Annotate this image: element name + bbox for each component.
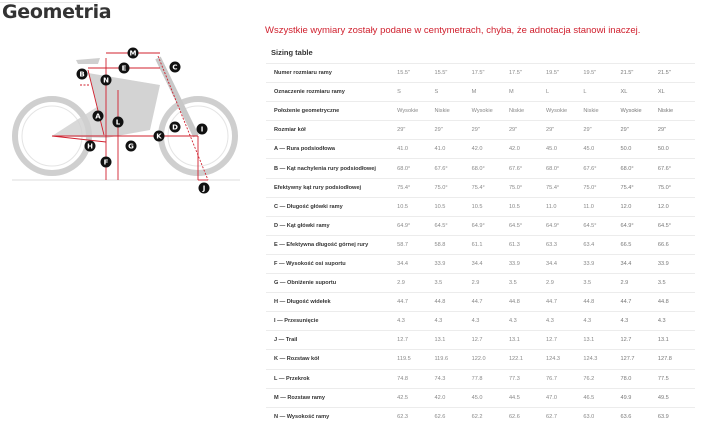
- row-label: E — Efektywna długość górnej rury: [266, 235, 397, 254]
- table-cell: 3.5: [509, 274, 546, 293]
- sizing-table-title: Sizing table: [271, 48, 313, 57]
- table-cell: 29": [621, 121, 658, 140]
- table-cell: XL: [621, 83, 658, 102]
- svg-text:E: E: [121, 64, 127, 73]
- table-cell: Wysokie: [621, 102, 658, 121]
- table-cell: 63.9: [658, 407, 695, 426]
- table-cell: Wysokie: [397, 102, 434, 121]
- table-cell: 64.9°: [621, 216, 658, 235]
- table-cell: 77.5: [658, 369, 695, 388]
- table-cell: 42.0: [434, 388, 471, 407]
- table-cell: 75.4°: [472, 178, 509, 197]
- table-cell: L: [546, 83, 583, 102]
- table-row: [266, 331, 695, 350]
- table-cell: 127.8: [658, 350, 695, 369]
- table-cell: 34.4: [397, 254, 434, 273]
- table-cell: L: [583, 83, 620, 102]
- table-row: [266, 235, 695, 254]
- table-cell: 45.0: [472, 388, 509, 407]
- table-cell: 12.7: [546, 331, 583, 350]
- table-cell: 122.1: [509, 350, 546, 369]
- marker-e: [119, 63, 130, 74]
- table-cell: 3.5: [583, 274, 620, 293]
- table-cell: 75.0°: [509, 178, 546, 197]
- table-cell: 3.5: [434, 274, 471, 293]
- row-label: D — Kąt główki ramy: [266, 216, 397, 235]
- table-cell: 78.0: [621, 369, 658, 388]
- table-row: [266, 388, 695, 407]
- table-cell: S: [434, 83, 471, 102]
- table-cell: 13.1: [434, 331, 471, 350]
- table-cell: 75.0°: [658, 178, 695, 197]
- table-cell: 4.3: [621, 312, 658, 331]
- table-cell: 12.0: [621, 197, 658, 216]
- bike-geometry-diagram: [0, 30, 260, 200]
- svg-text:D: D: [172, 123, 178, 132]
- marker-f: [101, 157, 112, 168]
- table-cell: 76.7: [546, 369, 583, 388]
- svg-text:C: C: [172, 63, 178, 72]
- svg-text:H: H: [87, 142, 93, 151]
- table-cell: 61.1: [472, 235, 509, 254]
- table-cell: 66.5: [621, 235, 658, 254]
- table-cell: 10.5: [434, 197, 471, 216]
- marker-m: [128, 48, 139, 59]
- table-cell: 50.0: [621, 140, 658, 159]
- table-cell: 62.7: [546, 407, 583, 426]
- table-cell: 44.7: [546, 293, 583, 312]
- svg-text:G: G: [128, 142, 134, 151]
- table-cell: 15.5": [434, 64, 471, 83]
- table-cell: 2.9: [397, 274, 434, 293]
- table-cell: 64.5°: [583, 216, 620, 235]
- table-row: [266, 293, 695, 312]
- table-cell: 2.9: [621, 274, 658, 293]
- row-label: A — Rura podsiodłowa: [266, 140, 397, 159]
- table-cell: 13.1: [583, 331, 620, 350]
- table-cell: 4.3: [546, 312, 583, 331]
- table-cell: 64.5°: [434, 216, 471, 235]
- table-cell: 68.0°: [546, 159, 583, 178]
- table-cell: Niskie: [583, 102, 620, 121]
- table-cell: 67.6°: [434, 159, 471, 178]
- table-cell: XL: [658, 83, 695, 102]
- table-cell: 63.3: [546, 235, 583, 254]
- table-cell: 11.0: [546, 197, 583, 216]
- table-cell: 47.0: [546, 388, 583, 407]
- table-cell: 50.0: [658, 140, 695, 159]
- table-cell: 29": [583, 121, 620, 140]
- table-cell: 49.9: [621, 388, 658, 407]
- row-label: C — Długość główki ramy: [266, 197, 397, 216]
- table-cell: 66.6: [658, 235, 695, 254]
- table-cell: 77.3: [509, 369, 546, 388]
- marker-b: [77, 69, 88, 80]
- table-cell: 41.0: [434, 140, 471, 159]
- row-label: K — Rozstaw kół: [266, 350, 397, 369]
- row-label: N — Wysokość ramy: [266, 407, 397, 426]
- table-cell: 29": [658, 121, 695, 140]
- row-label: Rozmiar kół: [266, 121, 397, 140]
- table-cell: 21.5": [658, 64, 695, 83]
- table-row: [266, 64, 695, 83]
- table-cell: 45.0: [546, 140, 583, 159]
- table-cell: 19.5": [546, 64, 583, 83]
- table-row: [266, 254, 695, 273]
- table-cell: 33.9: [434, 254, 471, 273]
- svg-text:J: J: [202, 184, 206, 193]
- table-cell: 4.3: [583, 312, 620, 331]
- table-cell: 4.3: [434, 312, 471, 331]
- svg-text:L: L: [115, 118, 121, 127]
- table-cell: 63.4: [583, 235, 620, 254]
- table-row: [266, 178, 695, 197]
- table-row: [266, 140, 695, 159]
- table-cell: 29": [472, 121, 509, 140]
- marker-d: [170, 122, 181, 133]
- table-cell: 44.7: [621, 293, 658, 312]
- table-cell: 12.7: [397, 331, 434, 350]
- table-cell: Niskie: [658, 102, 695, 121]
- table-row: [266, 197, 695, 216]
- table-cell: 63.0: [583, 407, 620, 426]
- table-cell: 44.5: [509, 388, 546, 407]
- svg-text:I: I: [200, 125, 204, 134]
- table-cell: 12.7: [621, 331, 658, 350]
- table-cell: 13.1: [509, 331, 546, 350]
- table-cell: 64.5°: [658, 216, 695, 235]
- table-cell: 68.0°: [621, 159, 658, 178]
- table-cell: 64.9°: [397, 216, 434, 235]
- marker-h: [85, 141, 96, 152]
- table-cell: 44.8: [509, 293, 546, 312]
- table-cell: 10.5: [509, 197, 546, 216]
- marker-j: [199, 183, 210, 194]
- table-cell: 10.5: [472, 197, 509, 216]
- table-cell: 62.6: [509, 407, 546, 426]
- table-cell: 15.5": [397, 64, 434, 83]
- row-label: Oznaczenie rozmiaru ramy: [266, 83, 397, 102]
- table-cell: 11.0: [583, 197, 620, 216]
- table-cell: 119.6: [434, 350, 471, 369]
- table-cell: 44.8: [583, 293, 620, 312]
- svg-text:M: M: [129, 49, 137, 58]
- table-cell: 2.9: [546, 274, 583, 293]
- table-cell: 17.5": [509, 64, 546, 83]
- table-cell: 119.5: [397, 350, 434, 369]
- table-cell: 68.0°: [472, 159, 509, 178]
- table-cell: 45.0: [583, 140, 620, 159]
- table-cell: 42.0: [472, 140, 509, 159]
- table-cell: 3.5: [658, 274, 695, 293]
- table-cell: 42.0: [509, 140, 546, 159]
- row-label: Położenie geometryczne: [266, 102, 397, 121]
- table-cell: 77.8: [472, 369, 509, 388]
- row-label: Numer rozmiaru ramy: [266, 64, 397, 83]
- table-row: [266, 102, 695, 121]
- table-cell: 34.4: [472, 254, 509, 273]
- table-cell: 49.5: [658, 388, 695, 407]
- row-label: H — Długość widełek: [266, 293, 397, 312]
- table-row: [266, 216, 695, 235]
- table-row: [266, 369, 695, 388]
- marker-a: [93, 111, 104, 122]
- row-label: J — Trail: [266, 331, 397, 350]
- table-cell: 61.3: [509, 235, 546, 254]
- table-cell: 12.7: [472, 331, 509, 350]
- table-cell: 64.5°: [509, 216, 546, 235]
- table-cell: 63.6: [621, 407, 658, 426]
- table-cell: 2.9: [472, 274, 509, 293]
- table-cell: 4.3: [397, 312, 434, 331]
- table-row: [266, 274, 695, 293]
- table-cell: 46.5: [583, 388, 620, 407]
- table-cell: 17.5": [472, 64, 509, 83]
- units-notice: Wszystkie wymiary zostały podane w centymetrach, chyba, że adnotacja stanowi inaczej.: [265, 25, 641, 36]
- table-cell: 75.4°: [397, 178, 434, 197]
- marker-c: [170, 62, 181, 73]
- table-cell: 75.4°: [621, 178, 658, 197]
- table-cell: 34.4: [546, 254, 583, 273]
- table-row: [266, 83, 695, 102]
- table-row: [266, 312, 695, 331]
- table-cell: 33.9: [658, 254, 695, 273]
- table-cell: 44.8: [658, 293, 695, 312]
- svg-text:B: B: [79, 70, 85, 79]
- table-cell: 75.0°: [434, 178, 471, 197]
- table-cell: 33.9: [583, 254, 620, 273]
- table-cell: 76.2: [583, 369, 620, 388]
- table-cell: 41.0: [397, 140, 434, 159]
- sizing-table: [266, 63, 695, 426]
- table-cell: 44.7: [472, 293, 509, 312]
- table-row: [266, 159, 695, 178]
- marker-n: [101, 75, 112, 86]
- table-cell: 19.5": [583, 64, 620, 83]
- table-cell: 4.3: [658, 312, 695, 331]
- table-cell: 75.4°: [546, 178, 583, 197]
- svg-text:F: F: [103, 158, 109, 167]
- table-cell: 62.3: [397, 407, 434, 426]
- table-cell: 75.0°: [583, 178, 620, 197]
- marker-g: [126, 141, 137, 152]
- table-cell: 44.8: [434, 293, 471, 312]
- table-cell: 34.4: [621, 254, 658, 273]
- svg-text:K: K: [156, 132, 162, 141]
- table-cell: M: [472, 83, 509, 102]
- table-cell: 127.7: [621, 350, 658, 369]
- table-cell: 68.0°: [397, 159, 434, 178]
- table-cell: Wysokie: [472, 102, 509, 121]
- table-row: [266, 407, 695, 426]
- table-cell: 21.5": [621, 64, 658, 83]
- table-cell: 42.5: [397, 388, 434, 407]
- table-cell: 64.9°: [546, 216, 583, 235]
- row-label: G — Obniżenie suportu: [266, 274, 397, 293]
- table-cell: 64.9°: [472, 216, 509, 235]
- table-cell: Wysokie: [546, 102, 583, 121]
- table-cell: 67.6°: [658, 159, 695, 178]
- row-label: B — Kąt nachylenia rury podsiodłowej: [266, 159, 397, 178]
- row-label: F — Wysokość osi suportu: [266, 254, 397, 273]
- table-cell: 58.8: [434, 235, 471, 254]
- table-cell: 74.3: [434, 369, 471, 388]
- table-cell: 62.6: [434, 407, 471, 426]
- table-cell: 10.5: [397, 197, 434, 216]
- table-cell: 29": [546, 121, 583, 140]
- table-cell: 13.1: [658, 331, 695, 350]
- marker-l: [113, 117, 124, 128]
- table-cell: 124.3: [546, 350, 583, 369]
- page-title: Geometria: [2, 1, 112, 23]
- table-cell: 29": [509, 121, 546, 140]
- table-cell: S: [397, 83, 434, 102]
- row-label: L — Przekrok: [266, 369, 397, 388]
- table-cell: 58.7: [397, 235, 434, 254]
- table-cell: 29": [434, 121, 471, 140]
- row-label: M — Rozstaw ramy: [266, 388, 397, 407]
- table-cell: M: [509, 83, 546, 102]
- table-cell: 29": [397, 121, 434, 140]
- table-cell: 33.9: [509, 254, 546, 273]
- table-cell: 4.3: [472, 312, 509, 331]
- table-cell: 44.7: [397, 293, 434, 312]
- table-cell: 62.2: [472, 407, 509, 426]
- svg-text:N: N: [103, 76, 109, 85]
- table-cell: 74.8: [397, 369, 434, 388]
- table-cell: Niskie: [434, 102, 471, 121]
- table-cell: Niskie: [509, 102, 546, 121]
- table-row: [266, 121, 695, 140]
- row-label: I — Przesunięcie: [266, 312, 397, 331]
- table-cell: 12.0: [658, 197, 695, 216]
- table-cell: 122.0: [472, 350, 509, 369]
- table-cell: 67.6°: [583, 159, 620, 178]
- marker-k: [154, 131, 165, 142]
- row-label: Efektywny kąt rury podsiodłowej: [266, 178, 397, 197]
- marker-i: [197, 124, 208, 135]
- table-cell: 4.3: [509, 312, 546, 331]
- table-cell: 67.6°: [509, 159, 546, 178]
- table-cell: 124.3: [583, 350, 620, 369]
- table-row: [266, 350, 695, 369]
- svg-text:A: A: [95, 112, 101, 121]
